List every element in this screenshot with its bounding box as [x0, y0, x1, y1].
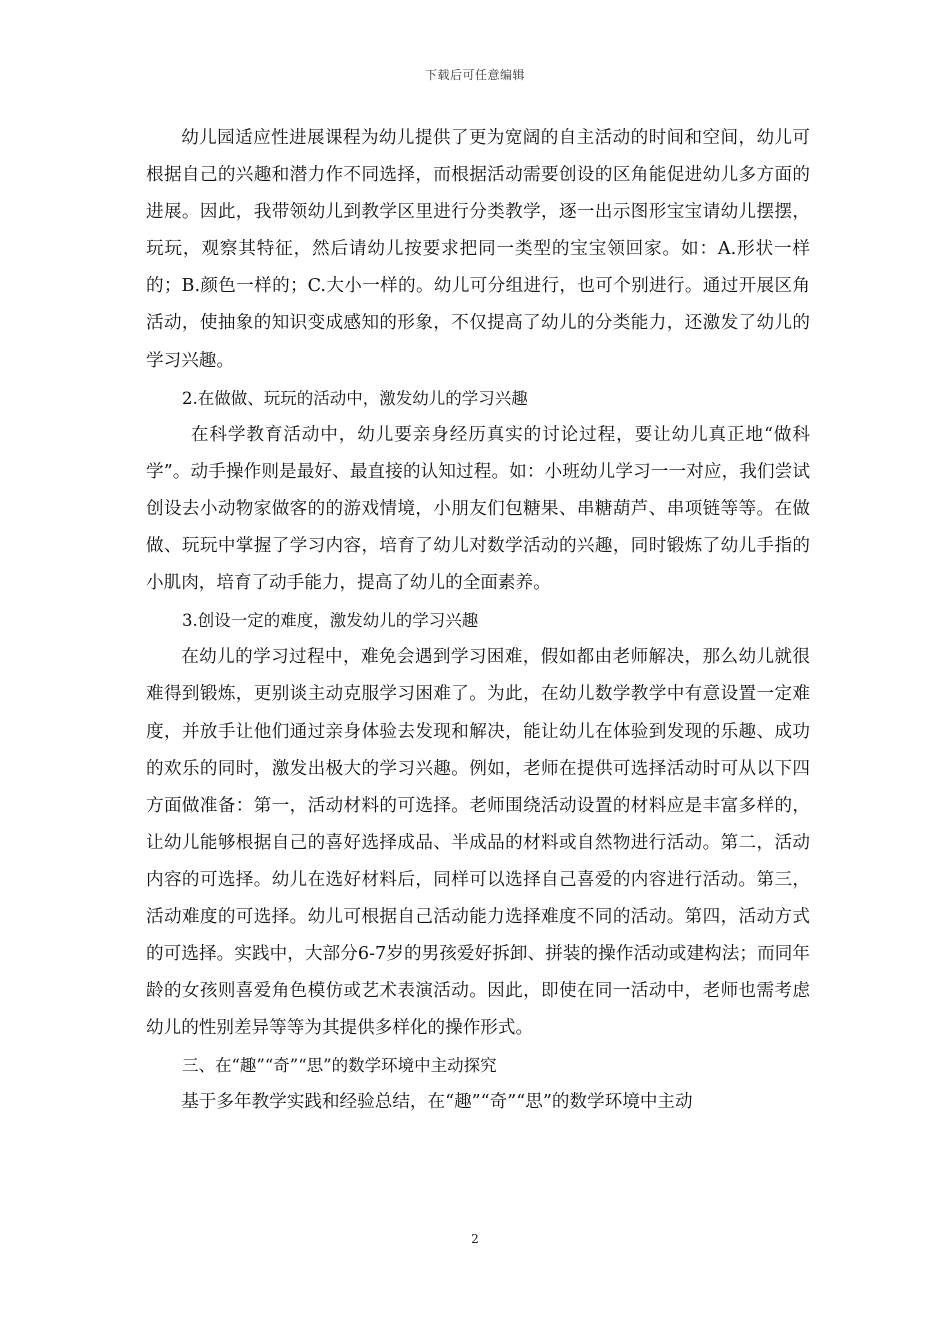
body-paragraph: 在科学教育活动中，幼儿要亲身经历真实的讨论过程，要让幼儿真正地“做科学”。动手操作则是最好、最直接的认知过程。如：小班幼儿学习一一对应，我们尝试创设去小动物家做客的的游戏情境，小朋友们包糖果、串糖葫芦、串项链等等。在做做、玩玩中掌握了学习内容，培育了幼儿对数学活动的兴趣，同时锻炼了幼儿手指的小肌肉，培育了动手能力，提高了幼儿的全面素养。 [146, 424, 810, 594]
section-heading: 三、在“趣”“奇”“思”的数学环境中主动探究 [182, 1056, 497, 1076]
body-paragraph: 在幼儿的学习过程中，难免会遇到学习困难，假如都由老师解决，那么幼儿就很难得到锻炼，更别谈主动克服学习困难了。为此，在幼儿数学教学中有意设置一定难度，并放手让他们通过亲身体验去发现和解决，能让幼儿在体验到发现的乐趣、成功的欢乐的同时，激发出极大的学习兴趣。例如，老师在提供可选择活动时可从以下四方面做准备：第一，活动材料的可选择。老师围绕活动设置的材料应是丰富多样的，让幼儿能够根据自己的喜好选择成品、半成品的材料或自然物进行活动。第二，活动内容的可选择。幼儿在选好材料后，同样可以选择自己喜爱的内容进行活动。第三，活动难度的可选择。幼儿可根据自己活动能力选择难度不同的活动。第四，活动方式的可选择。实践中，大部分6-7岁的男孩爱好拆卸、拼装的操作活动或建构法；而同年龄的女孩则喜爱角色模仿或艺术表演活动。因此，即使在同一活动中，老师也需考虑幼儿的性别差异等等为其提供多样化的操作形式。 [146, 647, 810, 1039]
section-heading: 3.创设一定的难度，激发幼儿的学习兴趣 [182, 611, 479, 631]
section-heading: 2.在做做、玩玩的活动中，激发幼儿的学习兴趣 [182, 388, 528, 408]
body-paragraph: 基于多年教学实践和经验总结，在“趣”“奇”“思”的数学环境中主动 [181, 1092, 693, 1113]
body-paragraph: 幼儿园适应性进展课程为幼儿提供了更为宽阔的自主活动的时间和空间，幼儿可根据自己的兴趣和潜力作不同选择，而根据活动需要创设的区角能促进幼儿多方面的进展。因此，我带领幼儿到教学区里进行分类教学，逐一出示图形宝宝请幼儿摆摆，玩玩，观察其特征，然后请幼儿按要求把同一类型的宝宝领回家。如：A.形状一样的；B.颜色一样的；C.大小一样的。幼儿可分组进行，也可个别进行。通过开展区角活动，使抽象的知识变成感知的形象，不仅提高了幼儿的分类能力，还激发了幼儿的学习兴趣。 [146, 128, 810, 371]
document-body [146, 120, 810, 1122]
page-header: 下载后可任意编辑 [424, 68, 525, 82]
page-number: 2 [471, 1232, 479, 1246]
